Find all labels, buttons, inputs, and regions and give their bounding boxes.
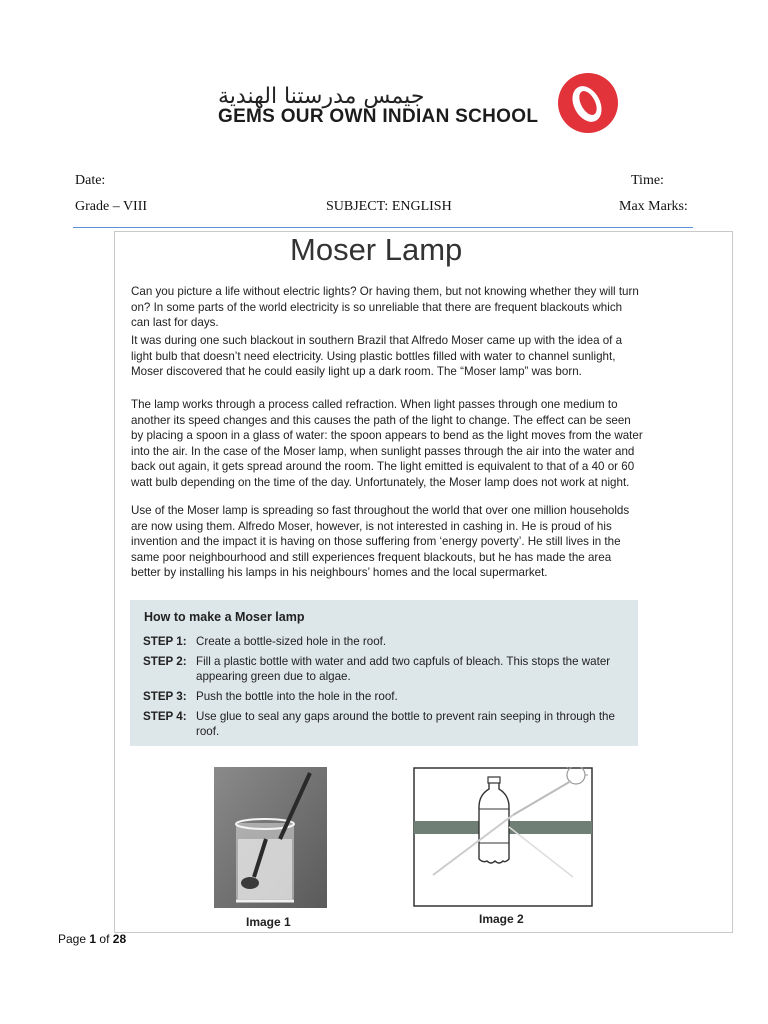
howto-step bbox=[143, 634, 623, 649]
date-label: Date: bbox=[75, 173, 106, 188]
moser-lamp-diagram-image bbox=[413, 767, 593, 907]
subject-label: SUBJECT: ENGLISH bbox=[326, 199, 452, 214]
grade-label: Grade – VIII bbox=[75, 199, 148, 214]
page-number-footer bbox=[58, 932, 126, 946]
step-text: Create a bottle-sized hole in the roof. bbox=[196, 635, 387, 648]
step-label: STEP 2: bbox=[143, 655, 187, 668]
step-label: STEP 1: bbox=[143, 635, 187, 648]
max-marks-label: Max Marks: bbox=[619, 199, 688, 214]
howto-step bbox=[143, 709, 623, 739]
page-total: 28 bbox=[112, 932, 127, 946]
article-paragraph: It was during one such blackout in southern Brazil that Alfredo Moser came up with the idea of a light bulb that doesn’t need electricity. Using plastic bottles filled with water to channel sunlight, Moser discovered that he could easily light up a dark room. The “Moser lamp” was born. bbox=[131, 334, 623, 379]
step-text: Use glue to seal any gaps around the bottle to prevent rain seeping in through the roof. bbox=[196, 710, 615, 738]
article-paragraph: Can you picture a life without electric lights? Or having them, but not knowing whether they will turn on? In some parts of the world electricity is so unreliable that there are frequent blackouts which can last for days. bbox=[131, 285, 639, 330]
time-label: Time: bbox=[631, 173, 664, 188]
page-number: 1 bbox=[89, 932, 97, 946]
spoon-in-glass-image bbox=[214, 767, 327, 908]
article-paragraph: Use of the Moser lamp is spreading so fast throughout the world that over one million households are now using them. Alfredo Moser, however, is not interested in cashing in. He is proud of his invention and the impact it is having on those suffering from ‘energy poverty’. He still lives in the same poor neighbourhood and still experiences frequent blackouts, but he has made the area better by installing his lamps in his neighbours’ homes and the local supermarket. bbox=[131, 504, 630, 580]
header-divider bbox=[73, 227, 693, 228]
step-label: STEP 3: bbox=[143, 690, 187, 703]
school-name: GEMS OUR OWN INDIAN SCHOOL bbox=[218, 106, 539, 127]
image-2-caption: Image 2 bbox=[479, 912, 524, 926]
howto-title: How to make a Moser lamp bbox=[144, 610, 305, 624]
step-text: Fill a plastic bottle with water and add two capfuls of bleach. This stops the water appearing green due to algae. bbox=[196, 655, 611, 683]
school-name-arabic: جيمس مدرستنا الهندية bbox=[218, 84, 425, 109]
page-of: of bbox=[99, 932, 110, 946]
article-paragraph: The lamp works through a process called refraction. When light passes through one medium to another its speed changes and this causes the path of the light to change. The effect can be seen by placing a spoon in a glass of water: the spoon appears to bend as the light moves from the water into the air. In the case of the Moser lamp, when sunlight passes through the air into the water and back out again, it gets spread around the room. The light emitted is equivalent to that of a 40 or 60 watt bulb depending on the time of the day. Unfortunately, the Moser lamp does not work at night. bbox=[131, 398, 643, 489]
image-1-caption: Image 1 bbox=[246, 915, 291, 929]
step-label: STEP 4: bbox=[143, 710, 187, 723]
howto-step bbox=[143, 689, 623, 704]
school-logo bbox=[557, 72, 619, 134]
howto-step bbox=[143, 654, 623, 684]
page-prefix: Page bbox=[58, 932, 87, 946]
step-text: Push the bottle into the hole in the roof. bbox=[196, 690, 398, 703]
article-title: Moser Lamp bbox=[290, 232, 463, 267]
